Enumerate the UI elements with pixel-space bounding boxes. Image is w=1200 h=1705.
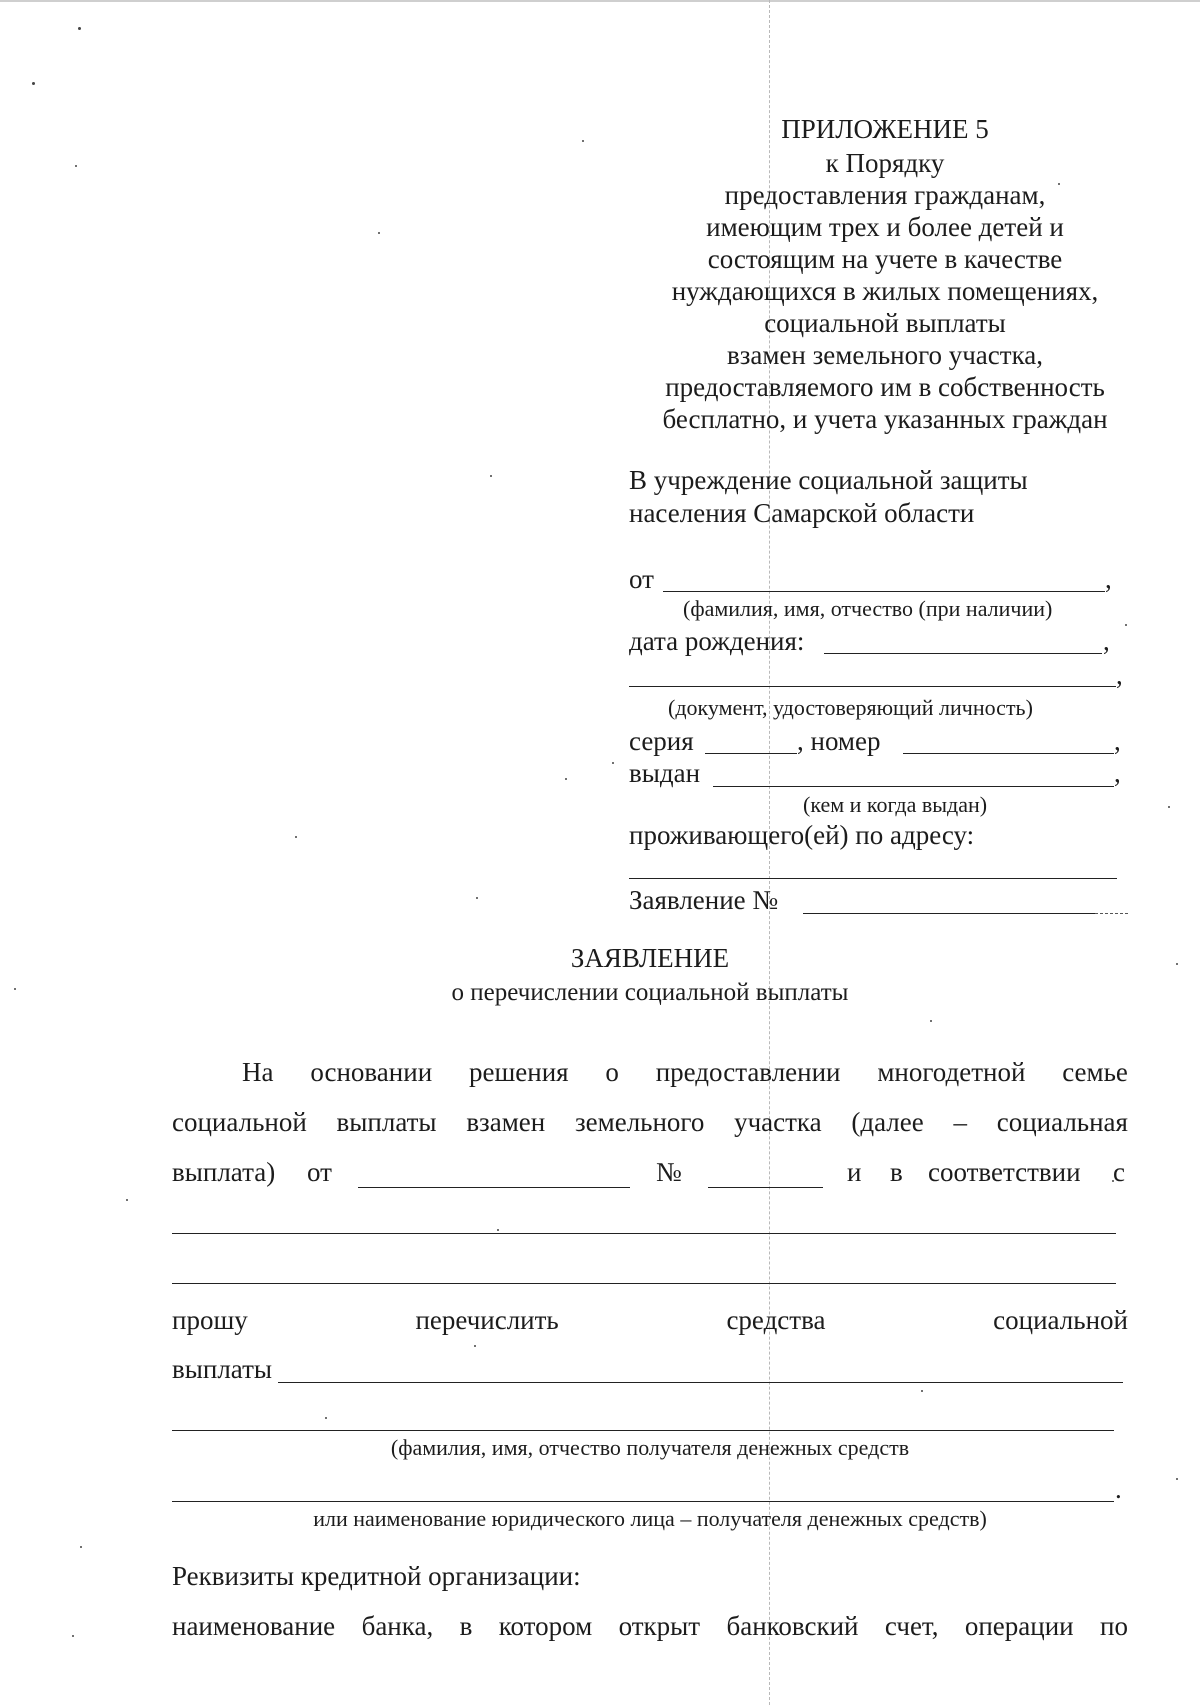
basis-field-continued[interactable] xyxy=(172,1283,1116,1284)
birth-date-label: дата рождения: xyxy=(629,626,805,656)
scan-speck xyxy=(1125,624,1127,626)
word: взамен xyxy=(466,1107,546,1137)
appendix-line: предоставления гражданам, xyxy=(724,180,1046,210)
recipient-legal-entity-field[interactable] xyxy=(172,1501,1114,1502)
scan-speck xyxy=(78,27,81,30)
appendix-line: бесплатно, и учета указанных граждан xyxy=(662,404,1108,434)
appendix-title: ПРИЛОЖЕНИЕ 5 xyxy=(781,114,989,144)
birth-date-field[interactable] xyxy=(824,653,1102,654)
period: . xyxy=(1115,1474,1122,1504)
decision-number-field[interactable] xyxy=(708,1187,823,1188)
recipient-field[interactable] xyxy=(278,1382,1123,1383)
scan-speck xyxy=(930,1020,932,1022)
word: земельного xyxy=(574,1107,705,1137)
word: операции xyxy=(964,1611,1074,1641)
word: по xyxy=(1100,1611,1128,1641)
scan-top-edge xyxy=(0,0,1200,2)
word: наименование xyxy=(172,1611,336,1641)
issued-label: выдан xyxy=(629,758,701,788)
application-number-field-tail xyxy=(1095,913,1128,914)
paragraph-line xyxy=(172,1613,1128,1640)
scan-speck xyxy=(80,1546,82,1548)
scan-speck xyxy=(32,82,35,85)
appendix-line: взамен земельного участка, xyxy=(726,340,1044,370)
comma: , xyxy=(1105,564,1112,594)
appendix-line: к Порядку xyxy=(825,148,945,178)
word: социальная xyxy=(996,1107,1128,1137)
scan-speck xyxy=(325,1417,327,1419)
number-field[interactable] xyxy=(903,753,1114,754)
word: о xyxy=(605,1057,619,1087)
scan-speck xyxy=(14,988,16,990)
application-number-field[interactable] xyxy=(803,913,1095,914)
from-label: от xyxy=(629,564,654,594)
identity-document-caption: (документ, удостоверяющий личность) xyxy=(668,695,1033,720)
word: (далее xyxy=(851,1107,924,1137)
decision-date-field[interactable] xyxy=(358,1187,630,1188)
scan-speck xyxy=(72,1635,74,1637)
scan-speck xyxy=(295,836,297,838)
paragraph-line xyxy=(172,1307,1128,1334)
word: банка, xyxy=(361,1611,434,1641)
fio-caption: (фамилия, имя, отчество (при наличии) xyxy=(683,596,1053,621)
word: перечислить xyxy=(415,1305,559,1335)
number-sign: № xyxy=(656,1157,682,1187)
word: основании xyxy=(310,1057,433,1087)
scan-speck xyxy=(921,1390,923,1392)
recipient-field-continued[interactable] xyxy=(172,1430,1114,1431)
bank-details-heading: Реквизиты кредитной организации: xyxy=(172,1561,581,1591)
scan-speck xyxy=(1168,806,1170,808)
word: многодетной xyxy=(877,1057,1026,1087)
word: средства xyxy=(726,1305,826,1335)
word: прошу xyxy=(172,1305,248,1335)
word: котором xyxy=(498,1611,593,1641)
comma: , xyxy=(1114,758,1121,788)
word: выплата) xyxy=(172,1157,276,1187)
word: участка xyxy=(734,1107,822,1137)
addressee-line: В учреждение социальной защиты xyxy=(629,465,1028,495)
address-label: проживающего(ей) по адресу: xyxy=(629,820,975,850)
comma: , xyxy=(1103,626,1110,656)
number-label: , номер xyxy=(797,726,881,756)
word: соответствии xyxy=(928,1157,1081,1187)
scan-speck xyxy=(476,897,478,899)
paragraph-line xyxy=(242,1059,1128,1086)
word: социальной xyxy=(172,1107,307,1137)
payment-label: выплаты xyxy=(172,1354,273,1384)
issued-caption: (кем и когда выдан) xyxy=(803,792,988,817)
application-number-label: Заявление № xyxy=(629,885,779,915)
scan-speck xyxy=(612,762,614,764)
appendix-line: социальной выплаты xyxy=(764,308,1006,338)
word: от xyxy=(307,1157,332,1187)
scan-speck xyxy=(474,1345,476,1347)
series-field[interactable] xyxy=(705,753,797,754)
word: банковский xyxy=(726,1611,859,1641)
comma: , xyxy=(1114,726,1121,756)
word: выплаты xyxy=(336,1107,437,1137)
basis-field[interactable] xyxy=(172,1233,1116,1234)
issued-field[interactable] xyxy=(713,786,1114,787)
word: – xyxy=(953,1107,967,1137)
paragraph-line xyxy=(172,1109,1128,1136)
recipient-caption-continued: или наименование юридического лица – получателя денежных средств) xyxy=(313,1506,987,1531)
word: открыт xyxy=(618,1611,701,1641)
word: в xyxy=(890,1157,903,1187)
appendix-line: нуждающихся в жилых помещениях, xyxy=(671,276,1099,306)
addressee-line: населения Самарской области xyxy=(629,498,975,528)
appendix-line: предоставляемого им в собственность xyxy=(665,372,1105,402)
scan-speck xyxy=(582,140,584,142)
word: в xyxy=(459,1611,473,1641)
series-label: серия xyxy=(629,726,694,756)
address-field[interactable] xyxy=(629,878,1117,879)
word: На xyxy=(242,1057,274,1087)
document-subtitle: о перечислении социальной выплаты xyxy=(451,979,849,1006)
word: решения xyxy=(468,1057,569,1087)
appendix-line: имеющим трех и более детей и xyxy=(706,212,1064,242)
scan-speck xyxy=(497,1229,499,1231)
word: предоставлении xyxy=(655,1057,841,1087)
scan-speck xyxy=(1176,963,1178,965)
word: счет, xyxy=(884,1611,939,1641)
word: с xyxy=(1113,1157,1125,1187)
word: социальной xyxy=(993,1305,1128,1335)
comma: , xyxy=(1116,660,1123,690)
scan-speck xyxy=(75,165,77,167)
scan-speck xyxy=(565,778,567,780)
scan-speck xyxy=(378,232,380,234)
word: семье xyxy=(1062,1057,1128,1087)
word: и xyxy=(847,1157,862,1187)
appendix-line: состоящим на учете в качестве xyxy=(707,244,1063,274)
scan-speck xyxy=(126,1199,128,1201)
scan-speck xyxy=(1176,1478,1178,1480)
scan-speck xyxy=(490,475,492,477)
identity-document-field[interactable] xyxy=(629,686,1116,687)
recipient-caption: (фамилия, имя, отчество получателя денежных средств xyxy=(390,1435,910,1460)
fio-field[interactable] xyxy=(663,591,1105,592)
document-title: ЗАЯВЛЕНИЕ xyxy=(570,943,730,973)
